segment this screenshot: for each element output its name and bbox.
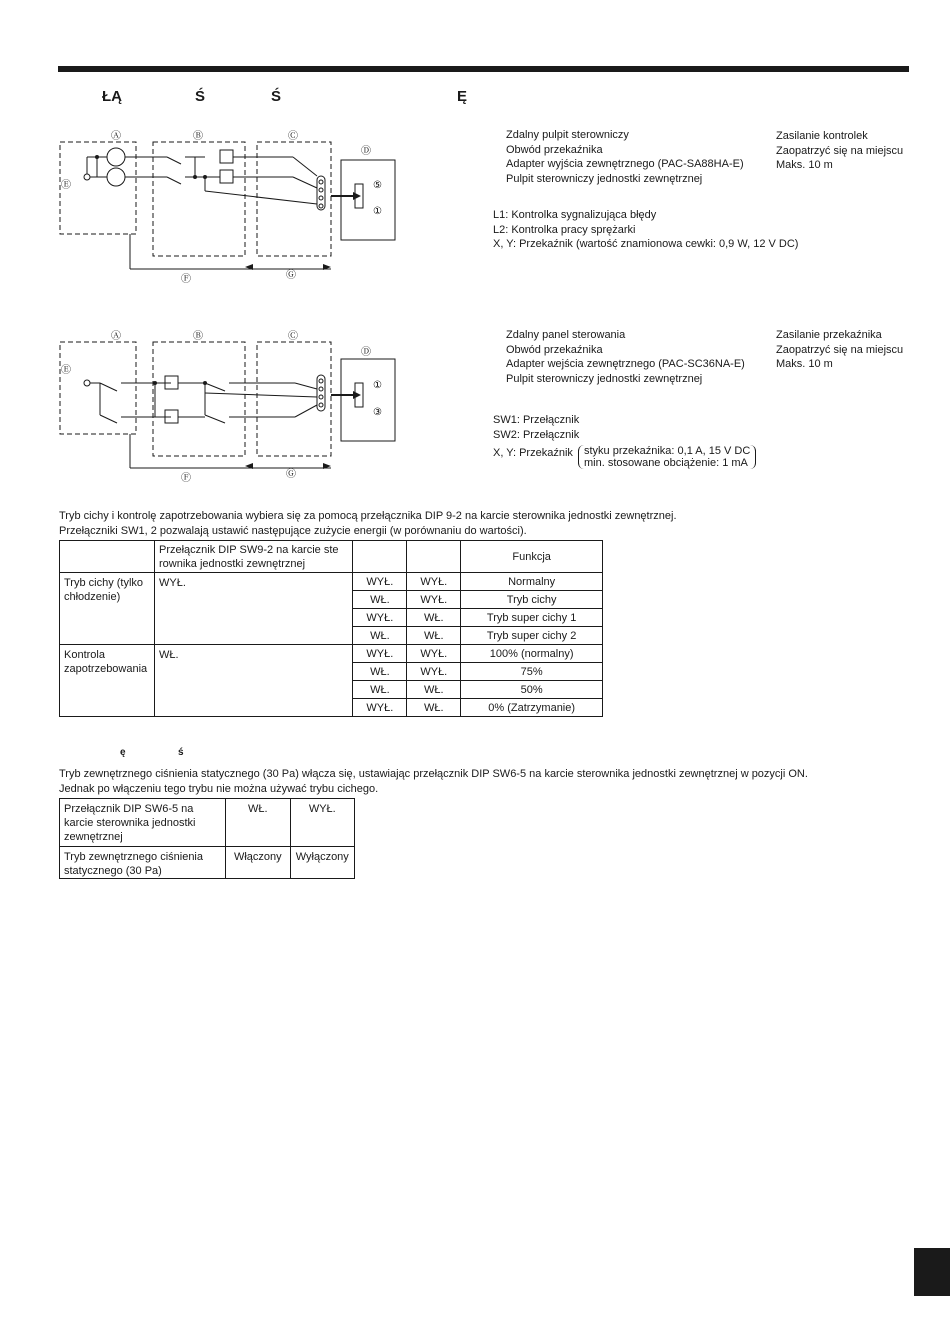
notes-2: SW1: Przełącznik SW2: Przełącznik: [493, 414, 580, 441]
marker-c: Ⓒ: [288, 131, 298, 142]
wiring-diagram-input-adapter: [55, 327, 400, 487]
section2-heading-fragment-2: ś: [178, 747, 184, 758]
legend-2: Zdalny panel sterowania Obwód przekaźnika Adapter wejścia zewnętrznego (PAC-SC36NA-E) Pulpit sterowniczy jednostki zewnętrznej: [506, 329, 745, 385]
heading-fragment-1: ŁĄ: [102, 88, 122, 105]
legend-1: Zdalny pulpit sterowniczy Obwód przekaźnika Adapter wyjścia zewnętrznego (PAC-SA88HA-E) Pulpit sterowniczy jednostki zewnętrznej: [506, 129, 744, 185]
pin-1: ①: [373, 206, 382, 217]
box-outdoor-board-2: [341, 359, 395, 441]
header-dip: Przełącznik DIP SW9-2 na karcie ste rownika jednostki zewnętrznej: [154, 541, 352, 573]
sw6-on: WŁ.: [226, 799, 290, 847]
pin-1-2: ①: [373, 380, 382, 391]
connector-cn-2: [317, 375, 325, 411]
relay-coil-x: [220, 150, 233, 163]
connector-cn: [317, 176, 325, 210]
heading-fragment-2: Ś: [195, 88, 206, 105]
section1-intro: Tryb cichy i kontrolę zapotrzebowania wybiera się za pomocą przełącznika DIP 9-2 na karcie sterownika jednostki zewnętrznej. Przełączniki SW1, 2 pozwalają ustawić następujące zużycie energii (w porównaniu do wartości).: [59, 510, 677, 537]
box-adapter: [257, 142, 331, 256]
legend-1-right: Zasilanie kontrolek Zaopatrzyć się na miejscu Maks. 10 m: [776, 130, 904, 171]
marker-f-2: Ⓕ: [181, 473, 191, 484]
header-rule: [58, 66, 909, 72]
relay-label: X, Y: Przekaźnik: [493, 447, 573, 459]
heading-fragment-3: Ś: [271, 88, 282, 105]
marker-e: Ⓔ: [61, 180, 71, 191]
box-relay-circuit-2: [153, 342, 245, 456]
relay-coil-y: [220, 170, 233, 183]
section2-intro: Tryb zewnętrznego ciśnienia statycznego (30 Pa) włącza się, ustawiając przełącznik DIP SW6-5 na karcie sterownika jednostki zewnętrznej w pozycji ON. Jednak po włączeniu tego trybu nie można używać trybu cichego.: [59, 768, 808, 795]
group-quiet-mode: Tryb cichy (tylko chłodzenie): [60, 573, 155, 645]
header-function: Funkcja: [461, 541, 603, 573]
marker-b-2: Ⓑ: [193, 331, 203, 342]
pin-3: ③: [373, 407, 382, 418]
group-demand-dip: WŁ.: [154, 645, 352, 717]
group-quiet-dip: WYŁ.: [154, 573, 352, 645]
marker-g: Ⓖ: [286, 270, 296, 281]
dip-sw9-table: Przełącznik DIP SW9-2 na karcie ste rownika jednostki zewnętrznej Funkcja Tryb cichy (tylko chłodzenie) WYŁ. WYŁ. WYŁ. Normalny WŁ. WYŁ. Tryb cichy WYŁ. WŁ. Tryb super cichy 1 WŁ. WŁ. Tryb super cichy 2 Kontrola zapotrzebowania WŁ. WYŁ. WYŁ. 100% (normalny) WŁ. WYŁ. 75% WŁ. WŁ. 50% WYŁ. WŁ. 0% (Zatrzymanie): [59, 540, 603, 717]
marker-e-2: Ⓔ: [61, 365, 71, 376]
marker-f: Ⓕ: [181, 274, 191, 285]
box-relay-circuit: [153, 142, 245, 256]
relay-specs: styku przekaźnika: 0,1 A, 15 V DC min. stosowane obciążenie: 1 mA: [578, 445, 756, 469]
box-remote-panel-2: [60, 342, 136, 434]
lamp-l1-icon: [107, 148, 125, 166]
marker-c-2: Ⓒ: [288, 331, 298, 342]
static-pressure-on: Włączony: [226, 847, 290, 879]
sw6-off: WYŁ.: [290, 799, 354, 847]
marker-d-2: Ⓓ: [361, 347, 371, 358]
lamp-l2-icon: [107, 168, 125, 186]
page-tab: [914, 1248, 950, 1296]
group-demand-control: Kontrola zapotrzebowania: [60, 645, 155, 717]
box-outdoor-board: [341, 160, 395, 240]
marker-b: Ⓑ: [193, 131, 203, 142]
heading-fragment-4: Ę: [457, 88, 468, 105]
notes-1: L1: Kontrolka sygnalizująca błędy L2: Kontrolka pracy sprężarki X, Y: Przekaźnik (wartość znamionowa cewki: 0,9 W, 12 V DC): [493, 209, 799, 250]
legend-2-right: Zasilanie przekaźnika Zaopatrzyć się na miejscu Maks. 10 m: [776, 329, 904, 370]
marker-a-2: Ⓐ: [111, 331, 121, 342]
wiring-diagram-output-adapter: [55, 126, 400, 288]
static-pressure-off: Wyłączony: [290, 847, 354, 879]
marker-g-2: Ⓖ: [286, 469, 296, 480]
section2-heading-fragment-1: ę: [120, 747, 126, 758]
marker-a: Ⓐ: [111, 131, 121, 142]
pin-5: ⑤: [373, 180, 382, 191]
marker-d: Ⓓ: [361, 146, 371, 157]
sw6-row-label: Przełącznik DIP SW6-5 na karcie sterownika jednostki zewnętrznej: [60, 799, 226, 847]
static-pressure-label: Tryb zewnętrznego ciśnienia statycznego (30 Pa): [60, 847, 226, 879]
dip-sw6-table: [59, 798, 355, 879]
